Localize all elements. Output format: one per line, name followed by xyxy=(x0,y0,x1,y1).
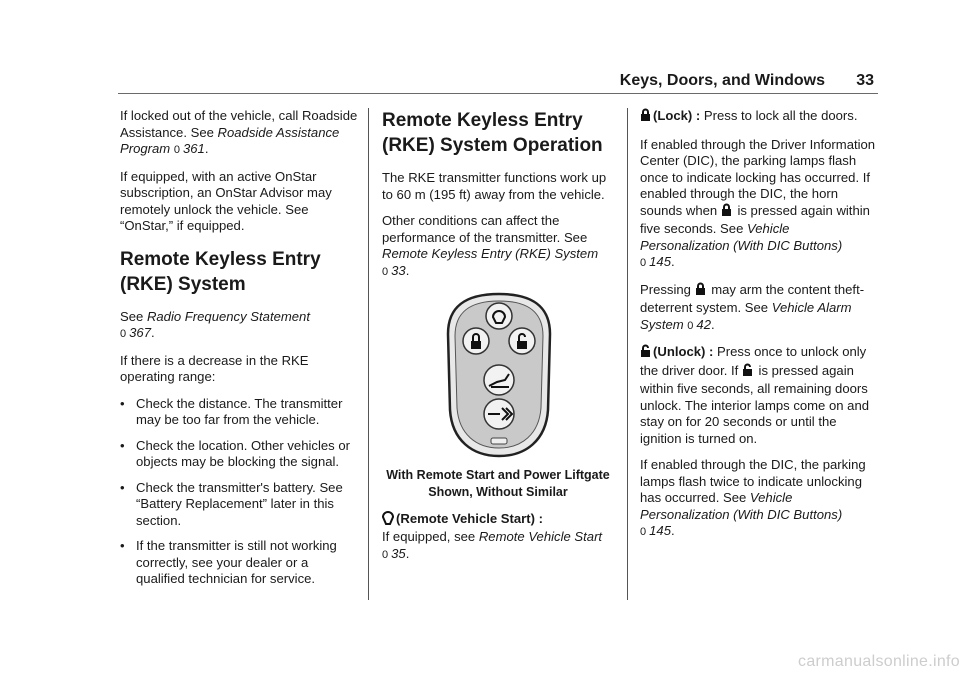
ref-glyph: 0 xyxy=(382,548,389,561)
ref-glyph: 0 xyxy=(640,526,647,538)
paragraph-lock: (Lock) : Press to lock all the doors. xyxy=(640,108,880,127)
paragraph-range: If there is a decrease in the RKE operating range: xyxy=(120,352,309,384)
ref-glyph: 0 xyxy=(173,144,180,156)
column-divider-2 xyxy=(627,108,628,600)
paragraph-onstar: If equipped, with an active OnStar subscription, an OnStar Advisor may remotely unlock the vehicle. See “OnStar,” if equipped. xyxy=(120,168,332,233)
link-radio-frequency[interactable]: Radio Frequency Statement xyxy=(146,308,310,324)
paragraph-roadside: If locked out of the vehicle, call Roadside Assistance. See Roadside Assistance Program 0 361. xyxy=(120,108,358,156)
link-remote-vehicle-start[interactable]: Remote Vehicle Start xyxy=(478,529,603,544)
ref-glyph: 0 xyxy=(382,265,389,278)
page-ref[interactable]: 361 xyxy=(182,141,205,156)
paragraph-theft: Pressing may arm the content theft-deterrent system. See Vehicle Alarm System 0 42. xyxy=(640,281,865,332)
list-item: • Check the distance. The transmitter may be too far from the vehicle. xyxy=(120,395,343,427)
paragraph-conditions: Other conditions can affect the performance of the transmitter. See Remote Keyless Entry (RKE) System 0 33. xyxy=(382,213,599,278)
paragraph-unlock-dic: If enabled through the DIC, the parking lamps flash twice to indicate unlocking has occurred. See Vehicle Personalization (With DIC Buttons) 0 145. xyxy=(640,457,866,538)
header-rule xyxy=(118,93,878,94)
remote-start-icon xyxy=(382,511,394,530)
lock-icon xyxy=(721,203,732,222)
ref-glyph: 0 xyxy=(640,257,647,269)
paragraph-lock-dic: If enabled through the Driver Information Center (DIC), the parking lamps flash once to indicate locking has occurred. If enabled through the DIC, the horn sounds when is pressed again within five seconds. See Vehicle Personalization (With DIC Buttons) 0 145. xyxy=(640,136,876,269)
column-divider-1 xyxy=(368,108,369,600)
ref-glyph: 0 xyxy=(687,319,694,332)
page-ref[interactable]: 145 xyxy=(649,523,671,538)
heading-rke-system: Remote Keyless Entry (RKE) System xyxy=(120,248,321,295)
figure-caption: With Remote Start and Power Liftgate Shown, Without Similar xyxy=(386,467,610,499)
link-vehicle-alarm[interactable]: Vehicle Alarm System xyxy=(640,300,852,332)
page-ref[interactable]: 42 xyxy=(696,316,711,332)
lock-icon xyxy=(695,282,706,301)
page-ref[interactable]: 33 xyxy=(391,262,406,278)
list-item: • If the transmitter is still not working correctly, see your dealer or a qualified technician for service. xyxy=(120,538,337,586)
key-fob-illustration xyxy=(444,290,614,465)
paragraph-remote-start: (Remote Vehicle Start) : If equipped, see Remote Vehicle Start 0 35. xyxy=(382,510,603,561)
section-title: Keys, Doors, and Windows xyxy=(619,72,825,89)
list-item: • Check the location. Other vehicles or objects may be blocking the signal. xyxy=(120,437,350,469)
column-1 xyxy=(120,108,360,597)
column-2 xyxy=(382,108,614,573)
liftgate-button xyxy=(484,365,514,395)
list-item: • Check the transmitter's battery. See “Battery Replacement” later in this section. xyxy=(120,479,343,528)
remote-start-button xyxy=(486,303,512,329)
lock-icon xyxy=(640,108,651,127)
link-roadside[interactable]: Roadside Assistance Program xyxy=(120,124,340,156)
watermark: carmanualsonline.info xyxy=(798,653,960,670)
ref-glyph: 0 xyxy=(120,328,127,340)
heading-rke-operation: Remote Keyless Entry (RKE) System Operation xyxy=(382,110,603,156)
page-number: 33 xyxy=(856,72,874,89)
paragraph-range-60m: The RKE transmitter functions work up to 60 m (195 ft) away from the vehicle. xyxy=(382,170,607,202)
paragraph-unlock: (Unlock) : Press once to unlock only the driver door. If is pressed again within five seconds, all remaining doors unlock. The interior lamps come on and stay on for 20 seconds or until the ignition is turned on. xyxy=(640,344,870,446)
page-ref[interactable]: 145 xyxy=(649,254,671,269)
page-ref[interactable]: 367 xyxy=(129,325,151,340)
link-vehicle-personalization[interactable]: Vehicle Personalization (With DIC Buttons) xyxy=(640,221,843,253)
page-ref[interactable]: 35 xyxy=(391,545,406,561)
unlock-icon xyxy=(742,363,753,382)
link-vehicle-personalization[interactable]: Vehicle Personalization (With DIC Buttons) xyxy=(640,490,843,522)
paragraph-radio: See Radio Frequency Statement 0 367. xyxy=(120,308,310,340)
unlock-icon xyxy=(640,344,651,363)
page-header xyxy=(0,70,960,100)
column-3 xyxy=(640,108,880,551)
link-rke-system[interactable]: Remote Keyless Entry (RKE) System xyxy=(382,246,599,261)
